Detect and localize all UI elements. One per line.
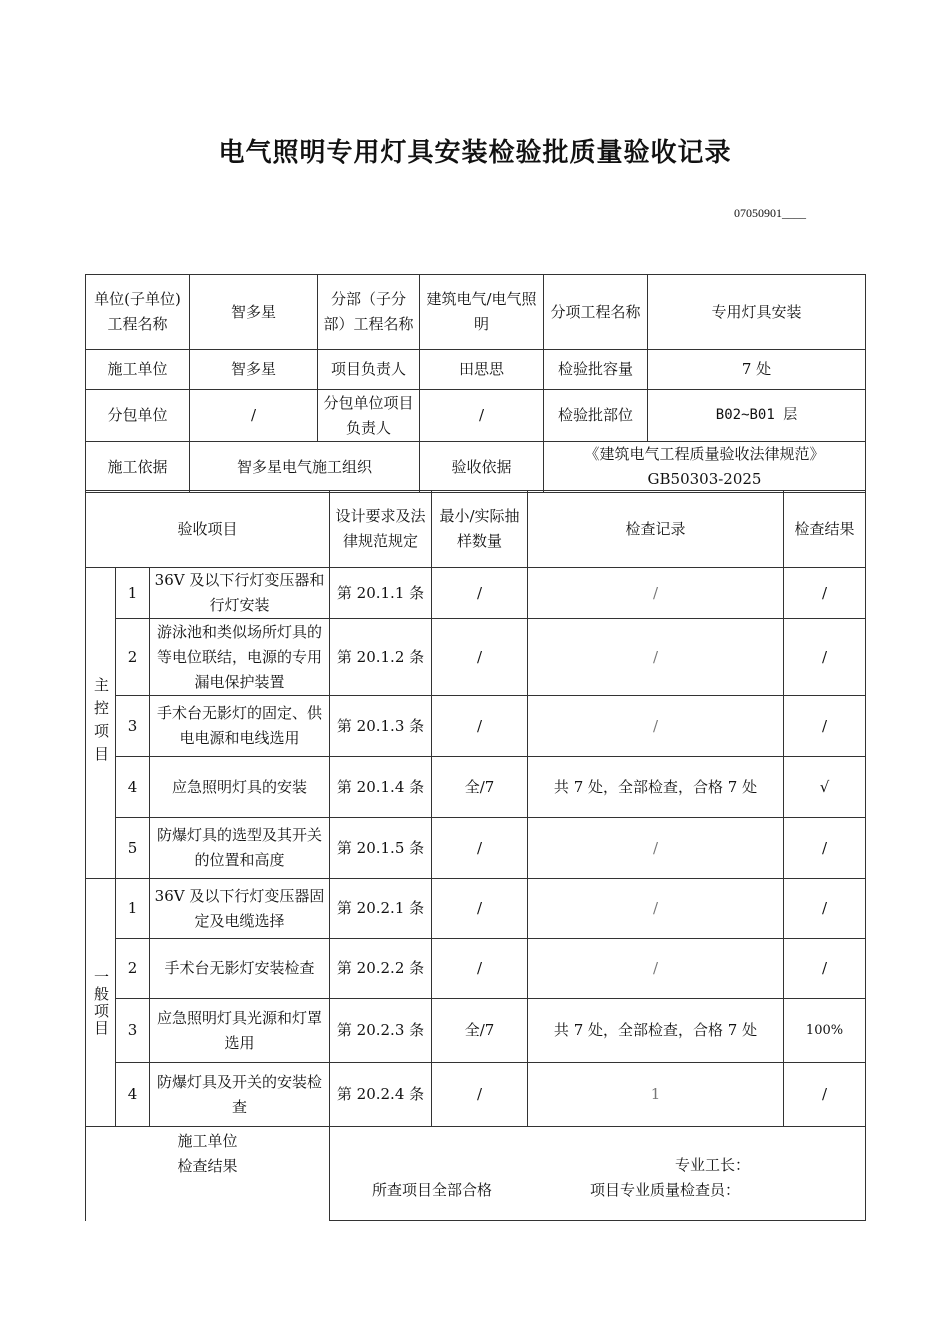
item-record: 共 7 处，全部检查，合格 7 处: [528, 757, 784, 818]
sub-pm-label: 分包单位项目负责人: [318, 390, 420, 442]
item-record: /: [528, 939, 784, 999]
item-result: /: [784, 818, 866, 879]
subitem-value: 专用灯具安装: [648, 275, 866, 350]
unit-value: 智多星: [190, 275, 318, 350]
foreman-label: 专业工长：: [675, 1156, 751, 1174]
col-result-header: 检查结果: [784, 491, 866, 568]
item-name: 游泳池和类似场所灯具的等电位联结，电源的专用漏电保护装置: [150, 619, 330, 696]
subitem-label: 分项工程名称: [544, 275, 648, 350]
subcontractor-label: 分包单位: [86, 390, 190, 442]
basis-value: 智多星电气施工组织: [190, 442, 420, 493]
col-sample-header: 最小/实际抽样数量: [432, 491, 528, 568]
item-result: /: [784, 696, 866, 757]
footer-label-line1: 施工单位: [177, 1132, 238, 1150]
item-sample: /: [432, 1063, 528, 1127]
item-sample: /: [432, 939, 528, 999]
table-row: [86, 879, 866, 939]
accept-basis-label: 验收依据: [420, 442, 544, 493]
capacity-value: 7 处: [648, 350, 866, 390]
table-row: [86, 999, 866, 1063]
project-manager-value: 田思思: [420, 350, 544, 390]
basis-label: 施工依据: [86, 442, 190, 493]
item-result: /: [784, 1063, 866, 1127]
location-value: B02~B01 层: [648, 390, 866, 442]
item-number: 3: [116, 696, 150, 757]
item-record: /: [528, 619, 784, 696]
item-record: 共 7 处，全部检查，合格 7 处: [528, 999, 784, 1063]
footer-content-cell: [330, 1127, 866, 1221]
project-manager-label: 项目负责人: [318, 350, 420, 390]
col-spec-header: 设计要求及法律规范规定: [330, 491, 432, 568]
item-sample: /: [432, 619, 528, 696]
item-spec: 第 20.2.1 条: [330, 879, 432, 939]
item-number: 3: [116, 999, 150, 1063]
item-record: /: [528, 818, 784, 879]
item-record: /: [528, 696, 784, 757]
table-row: [86, 939, 866, 999]
table-row: [86, 619, 866, 696]
subdivision-label: 分部（子分部）工程名称: [318, 275, 420, 350]
item-number: 4: [116, 757, 150, 818]
item-spec: 第 20.2.4 条: [330, 1063, 432, 1127]
item-name: 应急照明灯具的安装: [150, 757, 330, 818]
item-spec: 第 20.1.3 条: [330, 696, 432, 757]
footer-label-line2: 检查结果: [177, 1157, 238, 1175]
table-row: [86, 696, 866, 757]
item-result: √: [784, 757, 866, 818]
item-name: 应急照明灯具光源和灯罩选用: [150, 999, 330, 1063]
item-name: 手术台无影灯的固定、供电电源和电线选用: [150, 696, 330, 757]
form-code: 07050901____: [734, 206, 806, 220]
item-number: 5: [116, 818, 150, 879]
footer-table: [85, 1126, 866, 1221]
item-result: /: [784, 939, 866, 999]
item-result: /: [784, 879, 866, 939]
item-sample: /: [432, 818, 528, 879]
footer-label-cell: [86, 1127, 330, 1221]
item-result: /: [784, 568, 866, 619]
col-item-header: 验收项目: [86, 491, 330, 568]
item-spec: 第 20.1.5 条: [330, 818, 432, 879]
inspector-label: 项目专业质量检查员：: [590, 1181, 741, 1199]
item-sample: 全/7: [432, 999, 528, 1063]
subdivision-value: 建筑电气/电气照明: [420, 275, 544, 350]
constructor-value: 智多星: [190, 350, 318, 390]
constructor-label: 施工单位: [86, 350, 190, 390]
item-name: 36V 及以下行灯变压器固定及电缆选择: [150, 879, 330, 939]
item-spec: 第 20.2.3 条: [330, 999, 432, 1063]
item-sample: /: [432, 568, 528, 619]
item-result: 100%: [784, 999, 866, 1063]
item-number: 1: [116, 568, 150, 619]
item-spec: 第 20.1.2 条: [330, 619, 432, 696]
item-sample: /: [432, 879, 528, 939]
page-title: 电气照明专用灯具安装检验批质量验收记录: [218, 138, 732, 168]
item-record: /: [528, 568, 784, 619]
item-number: 4: [116, 1063, 150, 1127]
item-record: 1: [528, 1063, 784, 1127]
item-spec: 第 20.1.1 条: [330, 568, 432, 619]
item-sample: /: [432, 696, 528, 757]
group-main-control: 主控项目: [86, 568, 116, 879]
table-row: [86, 818, 866, 879]
table-row: [86, 757, 866, 818]
item-name: 防爆灯具的选型及其开关的位置和高度: [150, 818, 330, 879]
item-record: /: [528, 879, 784, 939]
accept-basis-value: 《建筑电气工程质量验收法律规范》GB50303-2025: [544, 442, 866, 493]
item-spec: 第 20.1.4 条: [330, 757, 432, 818]
item-sample: 全/7: [432, 757, 528, 818]
unit-label: 单位(子单位)工程名称: [86, 275, 190, 350]
item-name: 手术台无影灯安装检查: [150, 939, 330, 999]
group-general: 一般项目: [86, 879, 116, 1127]
subcontractor-value: /: [190, 390, 318, 442]
item-number: 1: [116, 879, 150, 939]
item-number: 2: [116, 619, 150, 696]
table-row: [86, 568, 866, 619]
capacity-label: 检验批容量: [544, 350, 648, 390]
items-table: [85, 490, 866, 1127]
sub-pm-value: /: [420, 390, 544, 442]
table-row: [86, 1063, 866, 1127]
item-name: 防爆灯具及开关的安装检查: [150, 1063, 330, 1127]
item-spec: 第 20.2.2 条: [330, 939, 432, 999]
col-record-header: 检查记录: [528, 491, 784, 568]
header-table: [85, 274, 866, 493]
location-label: 检验批部位: [544, 390, 648, 442]
item-result: /: [784, 619, 866, 696]
item-number: 2: [116, 939, 150, 999]
conclusion-text: 所查项目全部合格: [372, 1181, 493, 1199]
item-name: 36V 及以下行灯变压器和行灯安装: [150, 568, 330, 619]
